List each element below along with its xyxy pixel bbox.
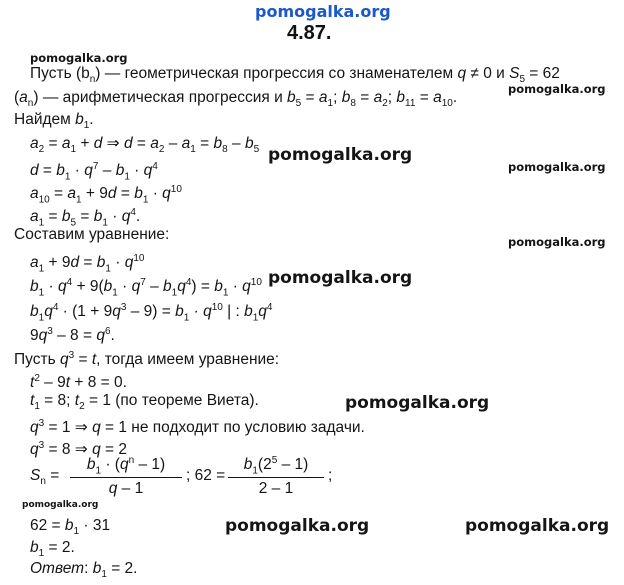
answer-line: Ответ: $b_1 = 2$.	[30, 560, 138, 581]
text-line: $b_1 = 2$.	[30, 539, 75, 560]
text-line: Пусть $q^3 = t$, тогда имеем уравнение:	[14, 350, 280, 369]
text-line: $(a_n)$ — арифметическая прогрессия и $b_5 = a_1$; $b_8 = a_2$; $b_{11} = a_{10}$.	[14, 89, 458, 110]
site-watermark-top[interactable]: pomogalka.org	[255, 2, 391, 21]
watermark: pomogalka.org	[345, 393, 490, 413]
text-line: Пусть $(b_n)$ — геометрическая прогрессия со знаменателем q ≠ 0 и $S_5 = 62$	[30, 65, 560, 86]
text-line: $62 = b_1 \cdot 31$	[30, 517, 111, 538]
watermark: pomogalka.org	[22, 500, 99, 510]
fraction-numerator: $b_1 \cdot (q^n - 1)$	[70, 455, 182, 478]
text-line: $9q^3 - 8 = q^6$.	[30, 326, 115, 345]
text-line: $a_1 + 9d = b_1 \cdot q^{10}$	[30, 253, 145, 275]
watermark: pomogalka.org	[508, 160, 606, 174]
fraction-specific	[228, 455, 324, 498]
watermark: pomogalka.org	[30, 51, 128, 65]
text-line: $t_1 = 8$; $t_2 = 1$ (по теореме Виета).	[30, 392, 259, 413]
formula-end: ;	[328, 467, 333, 484]
text-line: $t^2 - 9t + 8 = 0$.	[30, 373, 127, 392]
formula-lhs: $S_n$ =	[30, 467, 60, 488]
sum-formula	[30, 455, 550, 501]
text-line: Составим уравнение:	[14, 226, 170, 243]
fraction-denominator: q – 1	[108, 480, 144, 498]
watermark: pomogalka.org	[268, 268, 413, 288]
watermark: pomogalka.org	[508, 235, 606, 249]
fraction-numerator: $b_1(2^5 - 1)$	[228, 455, 324, 478]
fraction-denominator: 2 – 1	[258, 480, 294, 498]
watermark: pomogalka.org	[268, 145, 413, 165]
text-line: $q^3 = 8$ ⇒ q = 2	[30, 440, 127, 459]
text-line: $a_2 = a_1 + d$ ⇒ $d = a_2 - a_1 = b_8 - b_5$	[30, 135, 260, 156]
text-line: $b_1 \cdot q^4 + 9(b_1 \cdot q^7 - b_1q^4) = b_1 \cdot q^{10}$	[30, 277, 262, 299]
text-line: $a_1 = b_5 = b_1 \cdot q^4$.	[30, 207, 141, 229]
text-line: $q^3 = 1$ ⇒ q = 1 не подходит по условию задачи.	[30, 418, 365, 437]
watermark: pomogalka.org	[465, 516, 610, 536]
fraction-general	[70, 455, 182, 498]
text-line: $a_{10} = a_1 + 9d = b_1 \cdot q^{10}$	[30, 184, 182, 206]
text-line: $b_1q^4 \cdot (1 + 9q^3 - 9) = b_1 \cdot q^{10}$ | : $b_1q^4$	[30, 302, 273, 324]
text-line: $d = b_1 \cdot q^7 - b_1 \cdot q^4$	[30, 161, 158, 183]
text-line: Найдем $b_1$.	[14, 111, 94, 132]
watermark: pomogalka.org	[225, 516, 370, 536]
watermark: pomogalka.org	[508, 82, 606, 96]
formula-middle: ; 62 =	[186, 467, 226, 484]
problem-number: 4.87.	[287, 22, 332, 44]
